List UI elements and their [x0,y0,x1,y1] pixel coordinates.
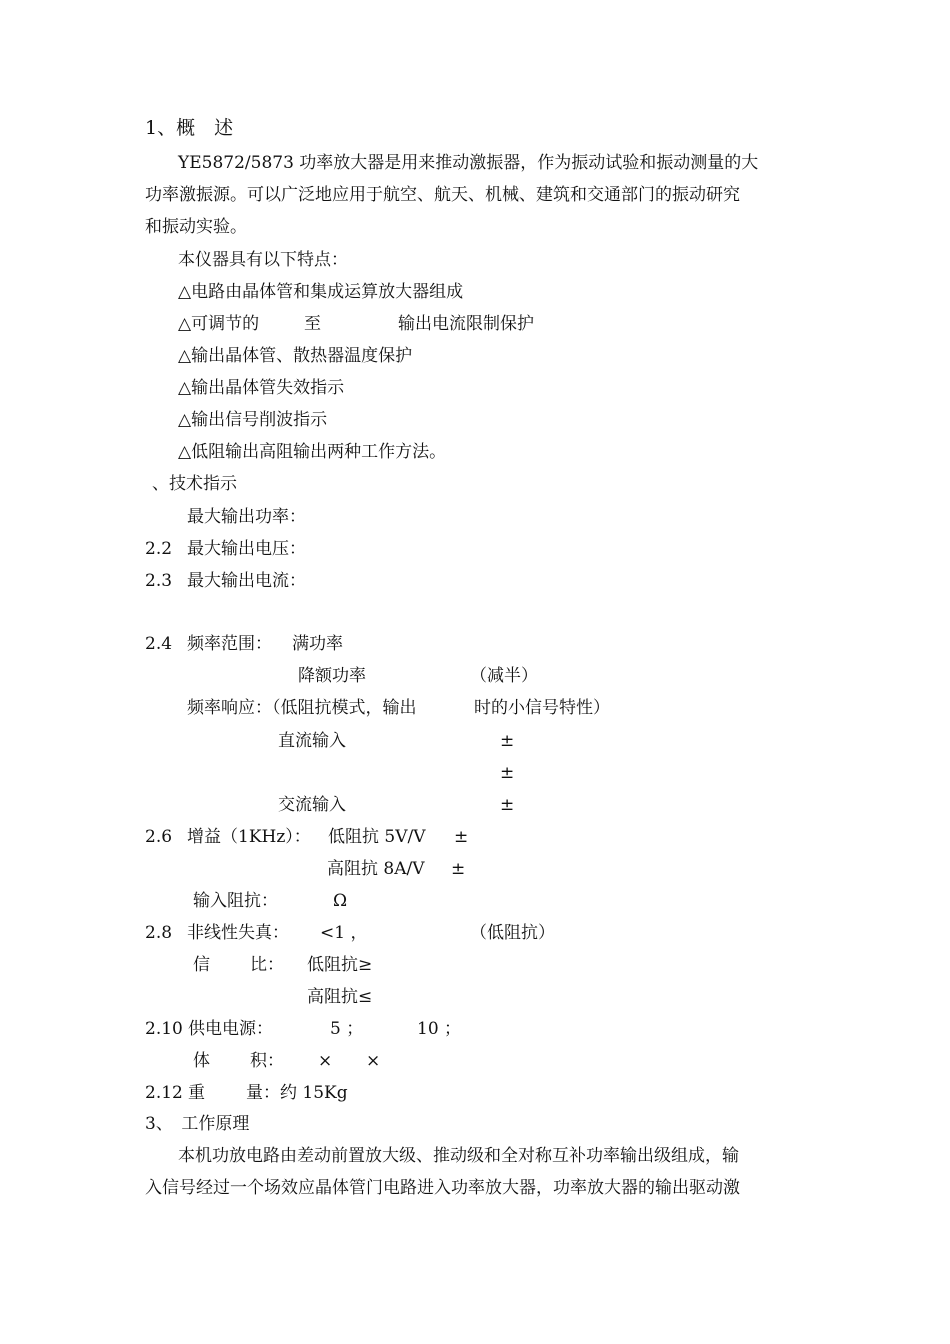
plus-minus-5: ± [451,859,466,879]
gain-low-impedance: 低阻抗 5V/V [328,827,426,847]
spec-2-6: 增益（1KHz）： [187,827,311,847]
spec-2-3: 最大输出电流： [187,571,306,591]
principle-line-2: 入信号经过一个场效应晶体管门电路进入功率放大器，功率放大器的输出驱动激 [145,1178,740,1198]
feature-6: △低阻输出高阻输出两种工作方法。 [178,442,447,462]
spec-2-8: 非线性失真： [187,923,289,943]
spec-2-10: 供电电源： [188,1019,273,1039]
snr-label-b: 比： [250,955,284,975]
intro-line-1: YE5872/5873 功率放大器是用来推动激振器，作为振动试验和振动测量的大 [178,153,759,173]
input-impedance: 输入阻抗： [193,891,278,911]
ac-input-label: 交流输入 [278,795,346,815]
intro-line-2: 功率激振源。可以广泛地应用于航空、航天、机械、建筑和交通部门的振动研究 [145,185,740,205]
plus-minus-1: ± [500,731,515,751]
feature-2-a: △可调节的 [178,314,260,334]
frequency-response-b: 时的小信号特性） [474,698,610,718]
weight-label-a: 重 [188,1083,205,1103]
spec-2-8-number: 2.8 [145,923,173,943]
feature-2-b: 至 [304,314,321,334]
spec-2-2: 最大输出电压： [187,539,306,559]
snr-high-impedance: 高阻抗≤ [307,987,373,1007]
distortion-note: （低阻抗） [470,923,555,943]
feature-3: △输出晶体管、散热器温度保护 [178,346,413,366]
ohm-symbol: Ω [333,891,348,911]
feature-4: △输出晶体管失效指示 [178,378,345,398]
plus-minus-4: ± [454,827,469,847]
plus-minus-2: ± [500,763,515,783]
spec-2-3-number: 2.3 [145,571,173,591]
principle-line-1: 本机功放电路由差动前置放大级、推动级和全对称互补功率输出级组成，输 [178,1146,739,1166]
volume-label-b: 积： [250,1051,284,1071]
section-2-heading: 、技术指示 [152,474,237,494]
spec-2-1: 最大输出功率： [187,507,306,527]
features-intro: 本仪器具有以下特点： [178,250,348,270]
snr-low-impedance: 低阻抗≥ [307,955,373,975]
spec-2-4-full-power: 满功率 [292,634,343,654]
spec-2-4-half: （减半） [470,666,538,686]
plus-minus-3: ± [500,795,515,815]
spec-2-12-number: 2.12 [145,1083,183,1103]
distortion-value: <1 ， [320,923,368,943]
spec-2-4: 频率范围： [187,634,272,654]
feature-1: △电路由晶体管和集成运算放大器组成 [178,282,464,302]
times-sign-1: × [318,1051,333,1071]
feature-2-c: 输出电流限制保护 [398,314,534,334]
frequency-response-a: 频率响应：（低阻抗模式，输出 [187,698,417,718]
spec-2-4-number: 2.4 [145,634,173,654]
power-supply-b: 10 ； [417,1019,462,1039]
intro-line-3: 和振动实验。 [145,217,247,237]
times-sign-2: × [366,1051,381,1071]
weight-label-b: 量：约 15Kg [246,1083,348,1103]
section-3-heading: 3、 工作原理 [145,1114,250,1134]
volume-label-a: 体 [193,1051,210,1071]
gain-high-impedance: 高阻抗 8A/V [327,859,425,879]
spec-2-2-number: 2.2 [145,539,173,559]
snr-label-a: 信 [193,955,210,975]
feature-5: △输出信号削波指示 [178,410,328,430]
spec-2-10-number: 2.10 [145,1019,183,1039]
power-supply-a: 5 ； [330,1019,364,1039]
dc-input-label: 直流输入 [278,731,346,751]
section-1-heading: 1、概 述 [145,117,234,139]
spec-2-4-derated-power: 降额功率 [298,666,366,686]
spec-2-6-number: 2.6 [145,827,173,847]
